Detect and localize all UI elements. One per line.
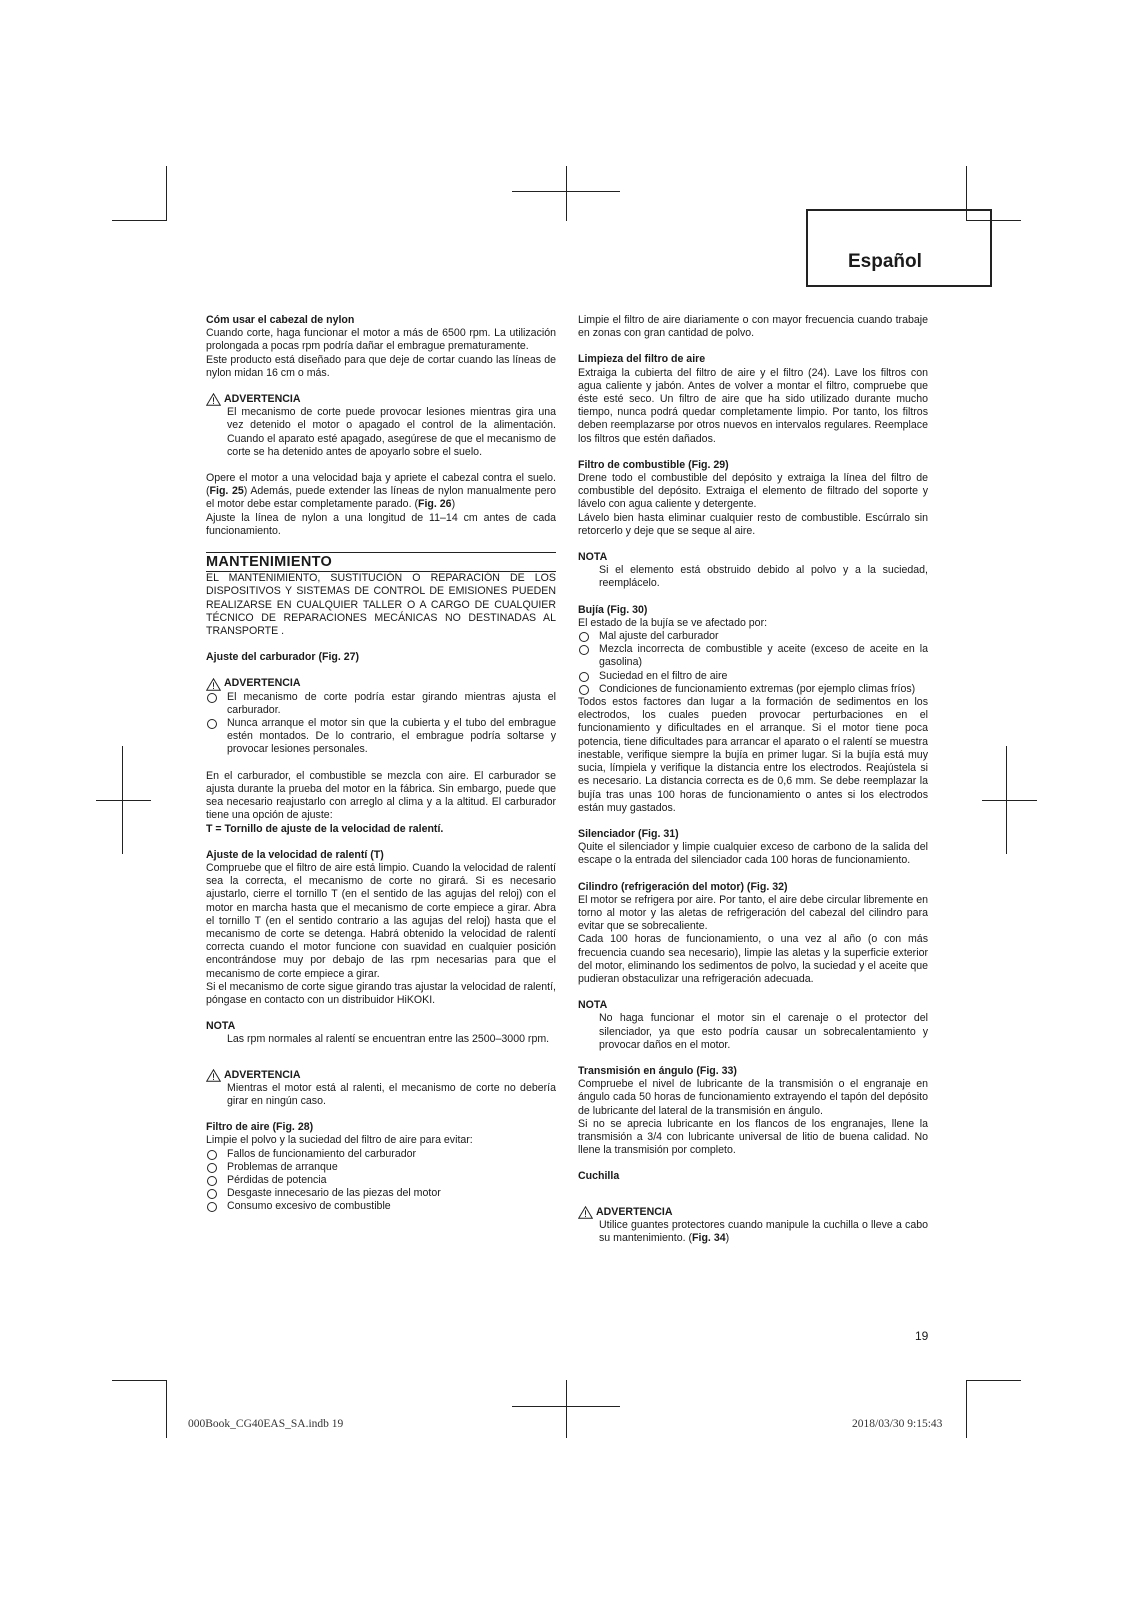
list-item: Mezcla incorrecta de combustible y aceite (exceso de aceite en la gasolina) <box>578 643 928 669</box>
subheading: Cuchilla <box>578 1170 620 1183</box>
page-number: 19 <box>915 1329 929 1343</box>
paragraph: Si el mecanismo de corte sigue girando tras ajustar la velocidad de ralentí, póngase en contacto con un distribuidor HiKOKI. <box>206 980 556 1006</box>
warning-label: ADVERTENCIA <box>596 1205 673 1218</box>
subheading: Silenciador (Fig. 31) <box>578 827 679 840</box>
registration-mark <box>512 1406 620 1407</box>
paragraph: Este producto está diseñado para que deje de cortar cuando las líneas de nylon midan 16 cm o más. <box>206 353 556 379</box>
warning-text: El mecanismo de corte puede provocar lesiones mientras gira una vez detenido el motor o apagado el control de la alimentación. Cuando el aparato esté apagado, asegúrese de que el mecanismo de corte se ha detenido antes de apoyarlo sobre el suelo. <box>227 406 556 458</box>
subheading: Bujía (Fig. 30) <box>578 603 648 616</box>
list-item: Fallos de funcionamiento del carburador <box>206 1148 556 1161</box>
paragraph: Quite el silenciador y limpie cualquier exceso de carbono de la salida del escape o la entrada del silenciador cada 100 horas de funcionamiento. <box>578 841 928 867</box>
paragraph: Lávelo bien hasta eliminar cualquier resto de combustible. Escúrralo sin retorcerlo y deje que se seque al aire. <box>578 511 928 537</box>
registration-mark <box>566 166 567 221</box>
subheading: Filtro de aire (Fig. 28) <box>206 1121 314 1134</box>
paragraph: Opere el motor a una velocidad baja y apriete el cabezal contra el suelo. (Fig. 25) Además, puede extender las líneas de nylon manualmente pero el motor debe estar completamente parado. (Fig. 26) <box>206 472 556 511</box>
list-item: Mal ajuste del carburador <box>578 630 928 643</box>
registration-mark <box>566 1380 567 1438</box>
paragraph: Compruebe que el filtro de aire está limpio. Cuando la velocidad de ralentí sea la correcta, el mecanismo de corte no girará. Si es necesario ajustarlo, cierre el tornillo T (en el sentido de las agujas del reloj) con el motor en marcha hasta que el mecanismo de corte empiece a girar. Abra el tornillo T (en el sentido contrario a las agujas del reloj) hasta que el mecanismo de corte se detenga. Habrá obtenido la velocidad de ralentí correcta cuando el motor funcione con suavidad en cualquier posición encontrándose muy por debajo de las rpm necesarias para que el mecanismo de corte empiece a girar. <box>206 861 556 980</box>
note-text: Si el elemento está obstruido debido al polvo y a la suciedad, reemplácelo. <box>599 564 928 590</box>
list-item: Condiciones de funcionamiento extremas (por ejemplo climas fríos) <box>578 683 928 696</box>
paragraph: Compruebe el nivel de lubricante de la transmisión o el engranaje en ángulo cada 50 horas de funcionamiento extrayendo el tapón del depósito de lubricante del lateral de la transmisión en ángulo. <box>578 1078 928 1117</box>
bullet-list <box>206 691 556 757</box>
footer-filename: 000Book_CG40EAS_SA.indb 19 <box>188 1418 344 1430</box>
paragraph: Todos estos factores dan lugar a la formación de sedimentos en los electrodos, los cuales pueden provocar perturbaciones en el funcionamiento y dificultades en el arranque. Si el motor tiene poca potencia, tiene dificultades para arrancar el aparato o el ralentí se muestra inestable, verifique siempre la bujía en primer lugar. Si la bujía está muy sucia, límpiela y verifique la distancia entre los electrodos. Reajústela si es necesario. La distancia correcta es de 0,6 mm. Se debe reemplazar la bujía tras unas 100 horas de funcionamiento o antes si los electrodos están muy gastados. <box>578 696 928 814</box>
subheading: Limpieza del filtro de aire <box>578 353 706 366</box>
list-item: Nunca arranque el motor sin que la cubierta y el tubo del embrague estén montados. De lo contrario, el embrague podría soltarse y provocar lesiones personales. <box>206 717 556 757</box>
crop-mark <box>966 1380 967 1438</box>
paragraph: El estado de la bujía se ve afectado por: <box>578 616 768 629</box>
paragraph: Si no se aprecia lubricante en los flancos de los engranajes, llene la transmisión a 3/4 con lubricante universal de litio de buena calidad. No llene la transmisión por completo. <box>578 1117 928 1157</box>
paragraph: EL MANTENIMIENTO, SUSTITUCIÓN O REPARACIÓN DE LOS DISPOSITIVOS Y SISTEMAS DE CONTROL DE EMISIONES PUEDEN REALIZARSE EN CUALQUIER TALLER O A CARGO DE CUALQUIER TÉCNICO DE REPARACIONES MECÁNICAS NO DESTINADAS AL TRANSPORTE . <box>206 572 556 638</box>
crop-mark <box>966 1380 1021 1381</box>
note-label: NOTA <box>578 551 608 564</box>
paragraph: Extraiga la cubierta del filtro de aire y el filtro (24). Lave los filtros con agua caliente y jabón. Antes de volver a montar el filtro, compruebe que éste esté seco. Un filtro de aire que ha sido utilizado durante mucho tiempo, nunca podrá quedar completamente limpio. Por tanto, los filtros deben reemplazarse por otros nuevos en intervalos regulares. Reemplace los filtros que estén dañados. <box>578 366 928 445</box>
list-item: Consumo excesivo de combustible <box>206 1200 556 1213</box>
warning-text: Mientras el motor está al ralenti, el mecanismo de corte no debería girar en ningún caso. <box>227 1081 556 1107</box>
right-column <box>578 314 928 1245</box>
registration-mark <box>512 191 620 192</box>
section-title: MANTENIMIENTO <box>206 556 556 572</box>
paragraph: En el carburador, el combustible se mezcla con aire. El carburador se ajusta durante la prueba del motor en la fábrica. Sin embargo, puede que sea necesario reajustarlo con arreglo al clima y a la altitud. El carburador tiene una opción de ajuste: <box>206 769 556 822</box>
warning-label: ADVERTENCIA <box>224 1068 301 1081</box>
registration-mark <box>96 800 151 801</box>
warning-heading <box>206 393 556 406</box>
bullet-list <box>206 1148 556 1214</box>
footer-timestamp: 2018/03/30 9:15:43 <box>852 1418 943 1430</box>
warning-heading <box>578 1206 928 1219</box>
paragraph: Limpie el polvo y la suciedad del filtro de aire para evitar: <box>206 1134 473 1147</box>
note-label: NOTA <box>206 1020 236 1033</box>
crop-mark <box>166 166 167 221</box>
crop-mark <box>112 1380 167 1381</box>
warning-triangle-icon <box>578 1206 593 1219</box>
left-column <box>206 314 556 1214</box>
crop-mark <box>166 1380 167 1438</box>
paragraph: Cada 100 horas de funcionamiento, o una vez al año (o con más frecuencia cuando sea necesario), limpie las aletas y la superficie exterior del motor, eliminando los sedimentos de polvo, la suciedad y el aceite que pudieran obstaculizar una refrigeración adecuada. <box>578 933 928 985</box>
warning-heading <box>206 677 556 690</box>
subheading: Filtro de combustible (Fig. 29) <box>578 458 729 471</box>
list-item: Problemas de arranque <box>206 1161 556 1174</box>
subheading: Transmisión en ángulo (Fig. 33) <box>578 1064 737 1077</box>
subheading: Ajuste del carburador (Fig. 27) <box>206 651 360 664</box>
list-item: El mecanismo de corte podría estar girando mientras ajusta el carburador. <box>206 691 556 717</box>
note-text: Las rpm normales al ralentí se encuentran entre las 2500–3000 rpm. <box>227 1033 550 1046</box>
language-tab <box>806 209 992 287</box>
warning-triangle-icon <box>206 1069 221 1082</box>
list-item: Pérdidas de potencia <box>206 1174 556 1187</box>
list-item: Desgaste innecesario de las piezas del motor <box>206 1187 556 1200</box>
language-label: Español <box>848 251 922 272</box>
list-item: Suciedad en el filtro de aire <box>578 670 928 683</box>
bullet-list <box>578 630 928 696</box>
warning-label: ADVERTENCIA <box>224 677 301 690</box>
paragraph: Limpie el filtro de aire diariamente o con mayor frecuencia cuando trabaje en zonas con gran cantidad de polvo. <box>578 314 928 340</box>
registration-mark <box>982 800 1037 801</box>
warning-label: ADVERTENCIA <box>224 393 301 406</box>
warning-text: Utilice guantes protectores cuando manipule la cuchilla o lleve a cabo su mantenimiento. (Fig. 34) <box>599 1218 928 1244</box>
warning-triangle-icon <box>206 393 221 406</box>
paragraph: Cuando corte, haga funcionar el motor a más de 6500 rpm. La utilización prolongada a pocas rpm podría dañar el embrague prematuramente. <box>206 327 556 353</box>
warning-heading <box>206 1069 556 1082</box>
note-text: No haga funcionar el motor sin el carenaje o el protector del silenciador, ya que esto podría causar un sobrecalentamiento y provocar daños en el motor. <box>599 1012 928 1051</box>
warning-triangle-icon <box>206 678 221 691</box>
crop-mark <box>112 220 167 221</box>
note-label: NOTA <box>578 999 608 1012</box>
subheading: Cilindro (refrigeración del motor) (Fig. 32) <box>578 880 788 893</box>
paragraph: El motor se refrigera por aire. Por tanto, el aire debe circular libremente en torno al motor y las aletas de refrigeración del cabezal del cilindro para evitar que se sobrecaliente. <box>578 893 928 933</box>
paragraph: Ajuste la línea de nylon a una longitud de 11–14 cm antes de cada funcionamiento. <box>206 511 556 537</box>
bold-line: T = Tornillo de ajuste de la velocidad de ralentí. <box>206 822 444 835</box>
paragraph: Drene todo el combustible del depósito y extraiga la línea del filtro de combustible del depósito. Extraiga el elemento de filtrado del soporte y lávelo con agua caliente y detergente. <box>578 472 928 511</box>
section-divider <box>206 552 556 572</box>
subheading: Ajuste de la velocidad de ralentí (T) <box>206 848 384 861</box>
subheading: Cóm usar el cabezal de nylon <box>206 314 355 326</box>
